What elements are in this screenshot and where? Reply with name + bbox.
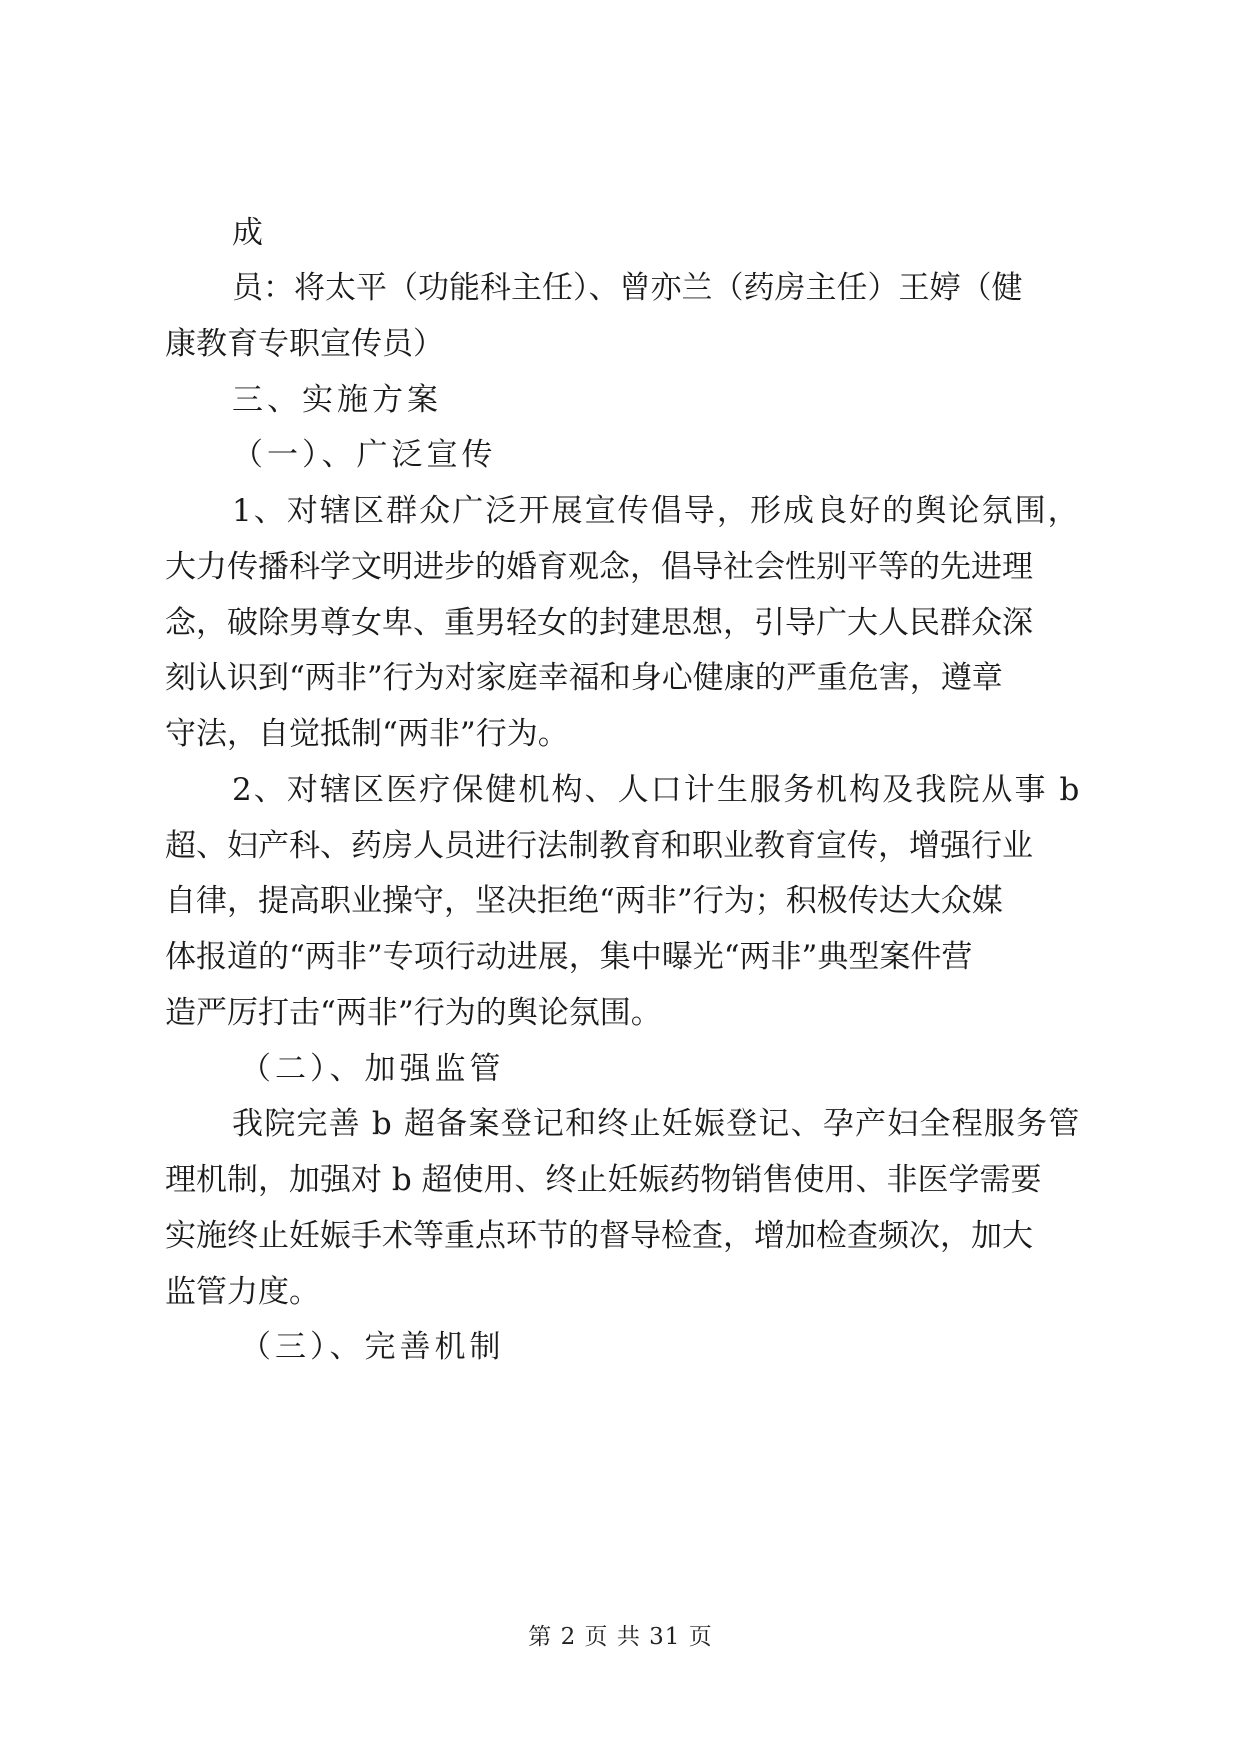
text-line: 实施终止妊娠手术等重点环节的督导检查，增加检查频次，加大 (165, 1218, 1033, 1254)
text-line: 自律，提高职业操守，坚决拒绝“两非”行为；积极传达大众媒 (165, 883, 1003, 919)
text-line: 超、妇产科、药房人员进行法制教育和职业教育宣传，增强行业 (165, 828, 1033, 864)
subsection-heading: （三）、完善机制 (240, 1329, 505, 1365)
text-line: 守法，自觉抵制“两非”行为。 (165, 716, 569, 752)
text-line: 理机制，加强对 b 超使用、终止妊娠药物销售使用、非医学需要 (165, 1162, 1042, 1198)
text-line: 大力传播科学文明进步的婚育观念，倡导社会性别平等的先进理 (165, 549, 1033, 585)
subsection-heading: （二）、加强监管 (240, 1051, 505, 1087)
page-footer: 第 2 页 共 31 页 (528, 1624, 713, 1650)
text-line: 体报道的“两非”专项行动进展，集中曝光“两非”典型案件营 (165, 939, 973, 975)
text-line: 员：将太平（功能科主任）、曾亦兰（药房主任）王婷（健 (232, 270, 1023, 306)
subsection-heading: （一）、广泛宣传 (232, 437, 497, 473)
text-line: 念，破除男尊女卑、重男轻女的封建思想，引导广大人民群众深 (165, 605, 1033, 641)
text-line: 造严厉打击“两非”行为的舆论氛围。 (165, 995, 662, 1031)
text-line: 我院完善 b 超备案登记和终止妊娠登记、孕产妇全程服务管 (232, 1106, 1081, 1142)
text-line: 成 (232, 215, 267, 251)
text-line: 监管力度。 (165, 1274, 320, 1310)
text-line: 刻认识到“两非”行为对家庭幸福和身心健康的严重危害，遵章 (165, 660, 1003, 696)
text-line: 1、对辖区群众广泛开展宣传倡导，形成良好的舆论氛围， (232, 493, 1081, 529)
text-line: 康教育专职宣传员） (165, 326, 444, 362)
text-line: 2、对辖区医疗保健机构、人口计生服务机构及我院从事 b (232, 772, 1082, 808)
section-heading: 三、实施方案 (232, 382, 442, 418)
